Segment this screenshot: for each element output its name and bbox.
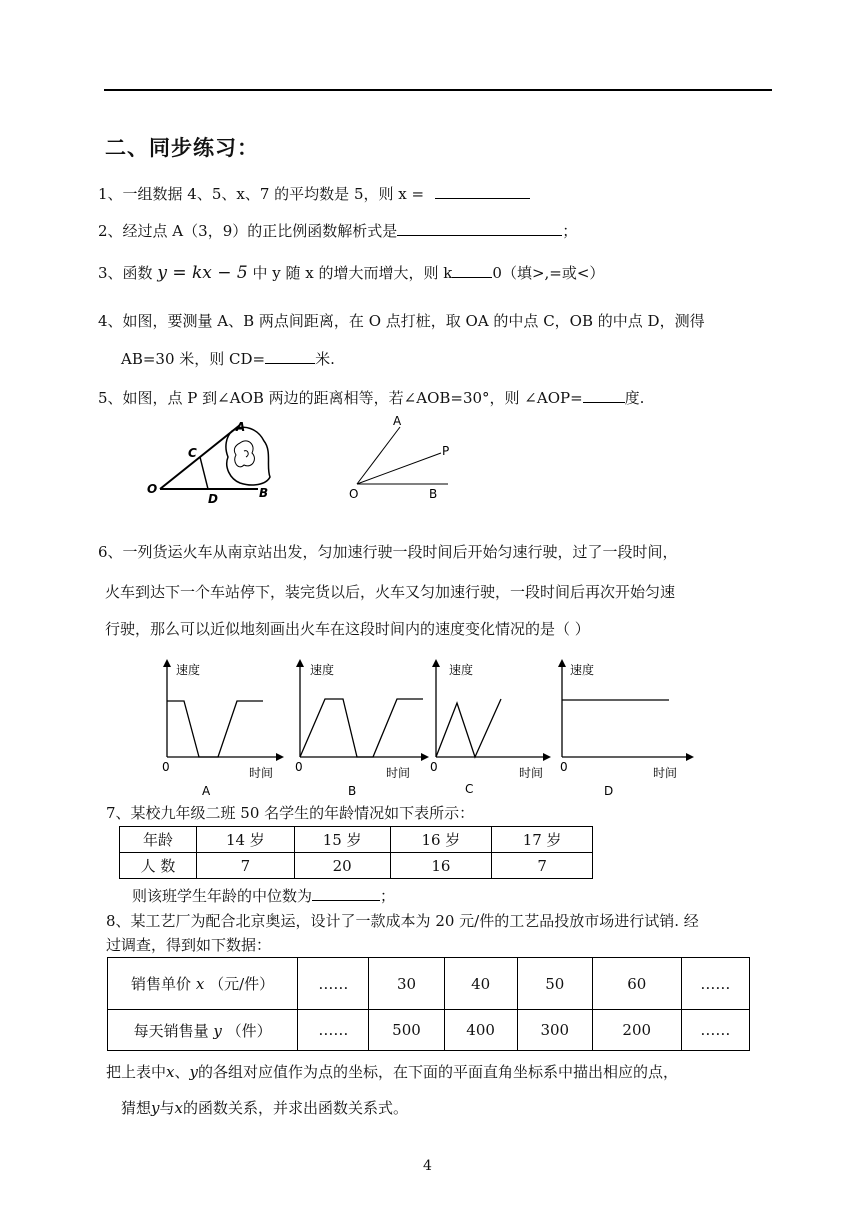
price-cell: 30	[369, 958, 444, 1010]
pond-detail	[244, 451, 248, 457]
count-cell: 20	[294, 853, 390, 879]
age-table-count-row	[120, 853, 593, 879]
sales-table-volume-row	[108, 1010, 750, 1051]
volume-label-text: 每天销售量	[133, 1021, 209, 1040]
graph-option-b	[285, 657, 433, 800]
volume-cell: 300	[517, 1010, 592, 1051]
origin-label: 0	[162, 760, 170, 774]
instruction-text: 把上表中	[106, 1063, 167, 1081]
x-label: 时间	[249, 766, 274, 780]
label-c: C	[188, 446, 197, 460]
age-header-cell: 14 岁	[197, 827, 295, 853]
volume-cell: 500	[369, 1010, 444, 1051]
origin-label: 0	[430, 760, 438, 774]
sales-table-price-row	[108, 958, 750, 1010]
question-4-line-2-prefix: AB=30 米，则 CD=	[121, 350, 266, 368]
age-header-cell: 16 岁	[390, 827, 492, 853]
question-3-formula: y = kx − 5	[157, 263, 248, 283]
option-label: D	[604, 784, 614, 798]
volume-cell: ……	[298, 1010, 369, 1051]
question-5	[98, 387, 644, 408]
question-7-followup	[132, 885, 395, 906]
volume-cell: ……	[681, 1010, 749, 1051]
price-cell: ……	[681, 958, 749, 1010]
option-label: A	[202, 784, 211, 798]
price-cell: 40	[444, 958, 517, 1010]
instruction-text: 的函数关系，并求出函数关系式。	[182, 1099, 408, 1117]
volume-cell: 200	[592, 1010, 681, 1051]
figure-q4	[140, 415, 290, 505]
ray-oa	[357, 427, 400, 484]
ray-op	[357, 453, 441, 484]
label-o: O	[147, 482, 158, 496]
answer-blank-5[interactable]	[583, 387, 625, 403]
count-cell: 16	[390, 853, 492, 879]
volume-var: y	[213, 1021, 222, 1040]
instruction-text: 猜想	[121, 1099, 152, 1117]
graph-option-c	[425, 657, 555, 800]
question-2-text: 2、经过点 A（3，9）的正比例函数解析式是	[98, 222, 398, 240]
header-rule	[104, 89, 772, 91]
var-x: x	[166, 1063, 175, 1081]
count-cell: 7	[197, 853, 295, 879]
price-cell: ……	[298, 958, 369, 1010]
answer-blank-3[interactable]	[452, 262, 492, 278]
price-var: x	[195, 975, 205, 993]
price-cell: 50	[517, 958, 592, 1010]
origin-label: 0	[560, 760, 568, 774]
graph-option-d	[552, 657, 698, 800]
x-label: 时间	[519, 766, 544, 780]
price-row-label	[108, 958, 298, 1010]
instruction-text: 与	[159, 1099, 175, 1117]
page-number: 4	[423, 1158, 432, 1174]
volume-cell: 400	[444, 1010, 517, 1051]
pond-shape	[226, 427, 270, 485]
question-7-text: 7、某校九年级二班 50 名学生的年龄情况如下表所示：	[106, 804, 475, 822]
answer-blank-7[interactable]	[312, 885, 380, 901]
instruction-text: 的各组对应值作为点的坐标，在下面的平面直角坐标系中描出相应的点，	[197, 1063, 678, 1081]
instruction-text: 、	[174, 1063, 190, 1081]
x-arrow	[276, 753, 284, 761]
price-cell: 60	[592, 958, 681, 1010]
question-6-line-1: 6、一列货运火车从南京站出发，匀加速行驶一段时间后开始匀速行驶，过了一段时间，	[98, 543, 678, 561]
var-y: y	[151, 1099, 160, 1117]
y-arrow	[296, 659, 304, 667]
question-8-line-1: 8、某工艺厂为配合北京奥运，设计了一款成本为 20 元/件的工艺品投放市场进行试销. 经	[106, 912, 699, 930]
label-p: P	[442, 444, 450, 458]
y-arrow	[163, 659, 171, 667]
age-header-cell: 年龄	[120, 827, 197, 853]
question-3-suffix: 0（填>,=或<）	[492, 264, 605, 282]
count-cell: 人 数	[120, 853, 197, 879]
question-3-prefix: 3、函数	[98, 264, 153, 282]
question-4-line-2	[121, 348, 335, 369]
volume-unit: （件）	[226, 1021, 272, 1040]
age-table	[119, 826, 593, 879]
question-6-line-3: 行驶，那么可以近似地刻画出火车在这段时间内的速度变化情况的是（ ）	[105, 620, 590, 638]
question-2-suffix: ；	[562, 222, 578, 240]
option-label: B	[348, 784, 357, 798]
price-label-text: 销售单价	[131, 975, 192, 993]
x-label: 时间	[653, 766, 678, 780]
question-3-mid: 中 y 随 x 的增大而增大，则 k	[252, 264, 453, 282]
line-cd	[200, 457, 208, 489]
volume-row-label	[108, 1010, 298, 1051]
graph-option-a	[150, 657, 290, 800]
section-title: 二、同步练习：	[105, 136, 259, 160]
question-6-line-2: 火车到达下一个车站停下，装完货以后，火车又匀加速行驶，一段时间后再次开始匀速	[105, 583, 676, 601]
question-4-line-2-suffix: 米.	[315, 350, 335, 368]
speed-curve	[300, 699, 423, 757]
question-4-line-1: 4、如图，要测量 A、B 两点间距离，在 O 点打桩，取 OA 的中点 C，OB 的中点 D，测得	[98, 312, 705, 330]
answer-blank-4[interactable]	[265, 348, 315, 364]
y-label: 速度	[449, 663, 474, 677]
count-cell: 7	[492, 853, 593, 879]
y-arrow	[558, 659, 566, 667]
age-table-header-row	[120, 827, 593, 853]
question-8-instruction-2	[121, 1098, 408, 1118]
question-5-suffix: 度.	[624, 389, 645, 407]
y-label: 速度	[310, 663, 335, 677]
question-8-line-2: 过调查，得到如下数据：	[106, 936, 272, 954]
age-header-cell: 15 岁	[294, 827, 390, 853]
question-1-text: 1、一组数据 4、5、x、7 的平均数是 5，则 x =	[98, 185, 425, 203]
y-arrow	[432, 659, 440, 667]
sales-table	[107, 957, 750, 1051]
label-d: D	[208, 492, 218, 505]
speed-curve	[167, 701, 263, 757]
y-label: 速度	[176, 663, 201, 677]
question-5-text: 5、如图，点 P 到∠AOB 两边的距离相等，若∠AOB=30°，则 ∠AOP=	[98, 389, 583, 407]
y-label: 速度	[570, 663, 595, 677]
var-y: y	[189, 1063, 198, 1081]
question-1	[98, 183, 530, 204]
label-b: B	[259, 486, 269, 500]
var-x: x	[174, 1099, 183, 1117]
label-o: O	[349, 487, 359, 501]
pond-inner	[234, 441, 254, 467]
price-unit: （元/件）	[209, 975, 275, 993]
figure-q5	[345, 413, 460, 503]
age-header-cell: 17 岁	[492, 827, 593, 853]
question-2	[98, 220, 577, 241]
x-arrow	[686, 753, 694, 761]
label-a: A	[236, 420, 246, 434]
origin-label: 0	[295, 760, 303, 774]
question-7-followup-text: 则该班学生年龄的中位数为	[132, 887, 313, 905]
question-8-instruction-1	[106, 1062, 678, 1082]
label-b: B	[429, 487, 438, 501]
answer-blank-1[interactable]	[435, 183, 530, 199]
speed-curve	[436, 699, 501, 757]
question-3	[98, 262, 604, 283]
question-7-followup-suffix: ；	[380, 887, 396, 905]
label-a: A	[393, 414, 402, 428]
option-label: C	[465, 782, 474, 796]
x-arrow	[543, 753, 551, 761]
x-label: 时间	[386, 766, 411, 780]
answer-blank-2[interactable]	[397, 220, 562, 236]
